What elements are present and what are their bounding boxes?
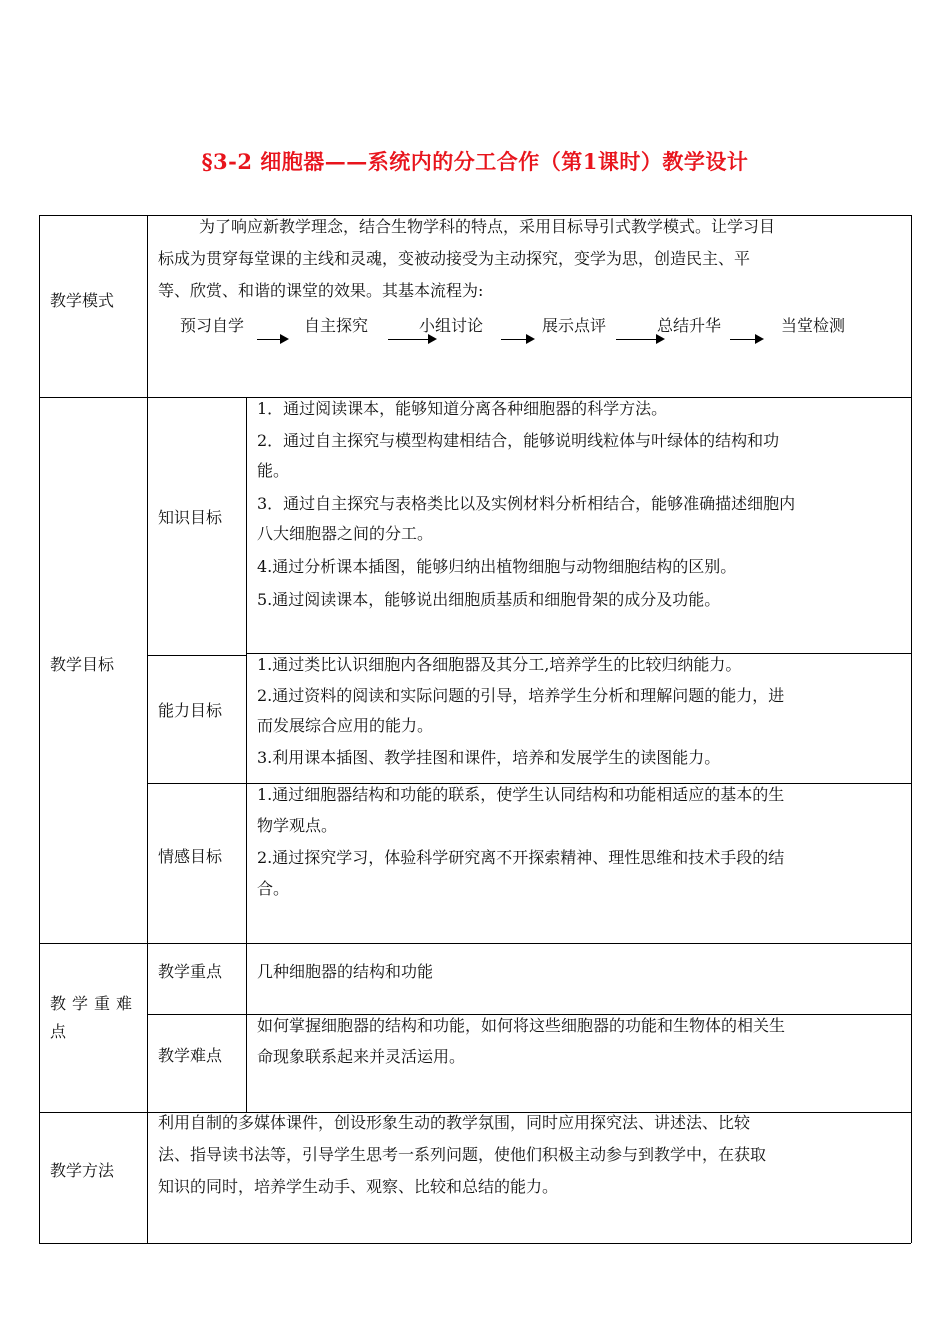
flow-arrow-1 [257,339,287,340]
ability-goal-item-2-cont: 而发展综合应用的能力。 [257,716,434,735]
method-line-2: 法、指导读书法等，引导学生思考一系列问题，使他们积极主动参与到教学中，在获取 [158,1145,767,1164]
emotion-goal-item-2: 2.通过探究学习，体验科学研究离不开探索精神、理性思维和技术手段的结 [257,848,785,867]
flow-step-2: 自主探究 [304,316,369,335]
flow-arrow-4 [616,339,663,340]
difficulty-line-1: 如何掌握细胞器的结构和功能，如何将这些细胞器的功能和生物体的相关生 [257,1016,786,1035]
mode-label: 教学模式 [50,291,115,310]
table-border-left [39,215,40,1243]
ability-goal-item-1: 1.通过类比认识细胞内各细胞器及其分工,培养学生的比较归纳能力。 [257,655,742,674]
flow-step-4: 展示点评 [542,316,607,335]
goals-label: 教学目标 [50,655,115,674]
knowledge-goal-label: 知识目标 [158,508,223,527]
focus-text: 几种细胞器的结构和功能 [257,962,434,981]
emotion-goal-item-2-cont: 合。 [257,879,290,898]
table-border-right [911,215,912,1243]
column-divider-sub-keypoints [246,943,247,1112]
column-divider-sub-goals [246,397,247,943]
row-divider-goals [39,943,911,944]
table-border-bottom [39,1243,911,1244]
emotion-goal-item-1-cont: 物学观点。 [257,816,338,835]
knowledge-goal-item-4: 4.通过分析课本插图，能够归纳出植物细胞与动物细胞结构的区别。 [257,557,737,576]
row-divider-ability-a [147,655,246,656]
knowledge-goal-item-2: 2．通过自主探究与模型构建相结合，能够说明线粒体与叶绿体的结构和功 [257,431,780,450]
flow-step-5: 总结升华 [657,316,722,335]
mode-line-3: 等、欣赏、和谐的课堂的效果。其基本流程为: [158,281,484,300]
emotion-goal-label: 情感目标 [158,847,223,866]
ability-goal-item-3: 3.利用课本插图、教学挂图和课件，培养和发展学生的读图能力。 [257,748,721,767]
mode-line-2: 标成为贯穿每堂课的主线和灵魂，变被动接受为主动探究，变学为思，创造民主、平 [158,249,751,268]
document-title: §3-2 细胞器——系统内的分工合作（第1课时）教学设计 [201,149,749,174]
flow-arrow-2 [388,339,435,340]
knowledge-goal-item-1: 1．通过阅读课本，能够知道分离各种细胞器的科学方法。 [257,399,668,418]
difficulty-label: 教学难点 [158,1046,223,1065]
knowledge-goal-item-3: 3．通过自主探究与表格类比以及实例材料分析相结合，能够准确描述细胞内 [257,494,796,513]
difficulty-line-2: 命现象联系起来并灵活运用。 [257,1047,466,1066]
ability-goal-item-2: 2.通过资料的阅读和实际问题的引导，培养学生分析和理解问题的能力，进 [257,686,785,705]
mode-line-1: 为了响应新教学理念，结合生物学科的特点，采用目标导引式教学模式。让学习目 [199,217,776,236]
method-line-3: 知识的同时，培养学生动手、观察、比较和总结的能力。 [158,1177,559,1196]
knowledge-goal-item-3-cont: 八大细胞器之间的分工。 [257,524,434,543]
flow-step-3: 小组讨论 [419,316,484,335]
flow-step-6: 当堂检测 [781,316,846,335]
column-divider-main [147,215,148,1243]
focus-label: 教学重点 [158,962,223,981]
method-label: 教学方法 [50,1161,115,1180]
flow-step-1: 预习自学 [180,316,245,335]
keypoints-label: 教学重难点 [50,994,139,1041]
knowledge-goal-item-5: 5.通过阅读课本，能够说出细胞质基质和细胞骨架的成分及功能。 [257,590,721,609]
flow-arrow-3 [501,339,533,340]
method-line-1: 利用自制的多媒体课件，创设形象生动的教学氛围，同时应用探究法、讲述法、比较 [158,1113,751,1132]
knowledge-goal-item-2-cont: 能。 [257,461,290,480]
ability-goal-label: 能力目标 [158,701,223,720]
flow-arrow-5 [730,339,762,340]
emotion-goal-item-1: 1.通过细胞器结构和功能的联系，使学生认同结构和功能相适应的基本的生 [257,785,785,804]
